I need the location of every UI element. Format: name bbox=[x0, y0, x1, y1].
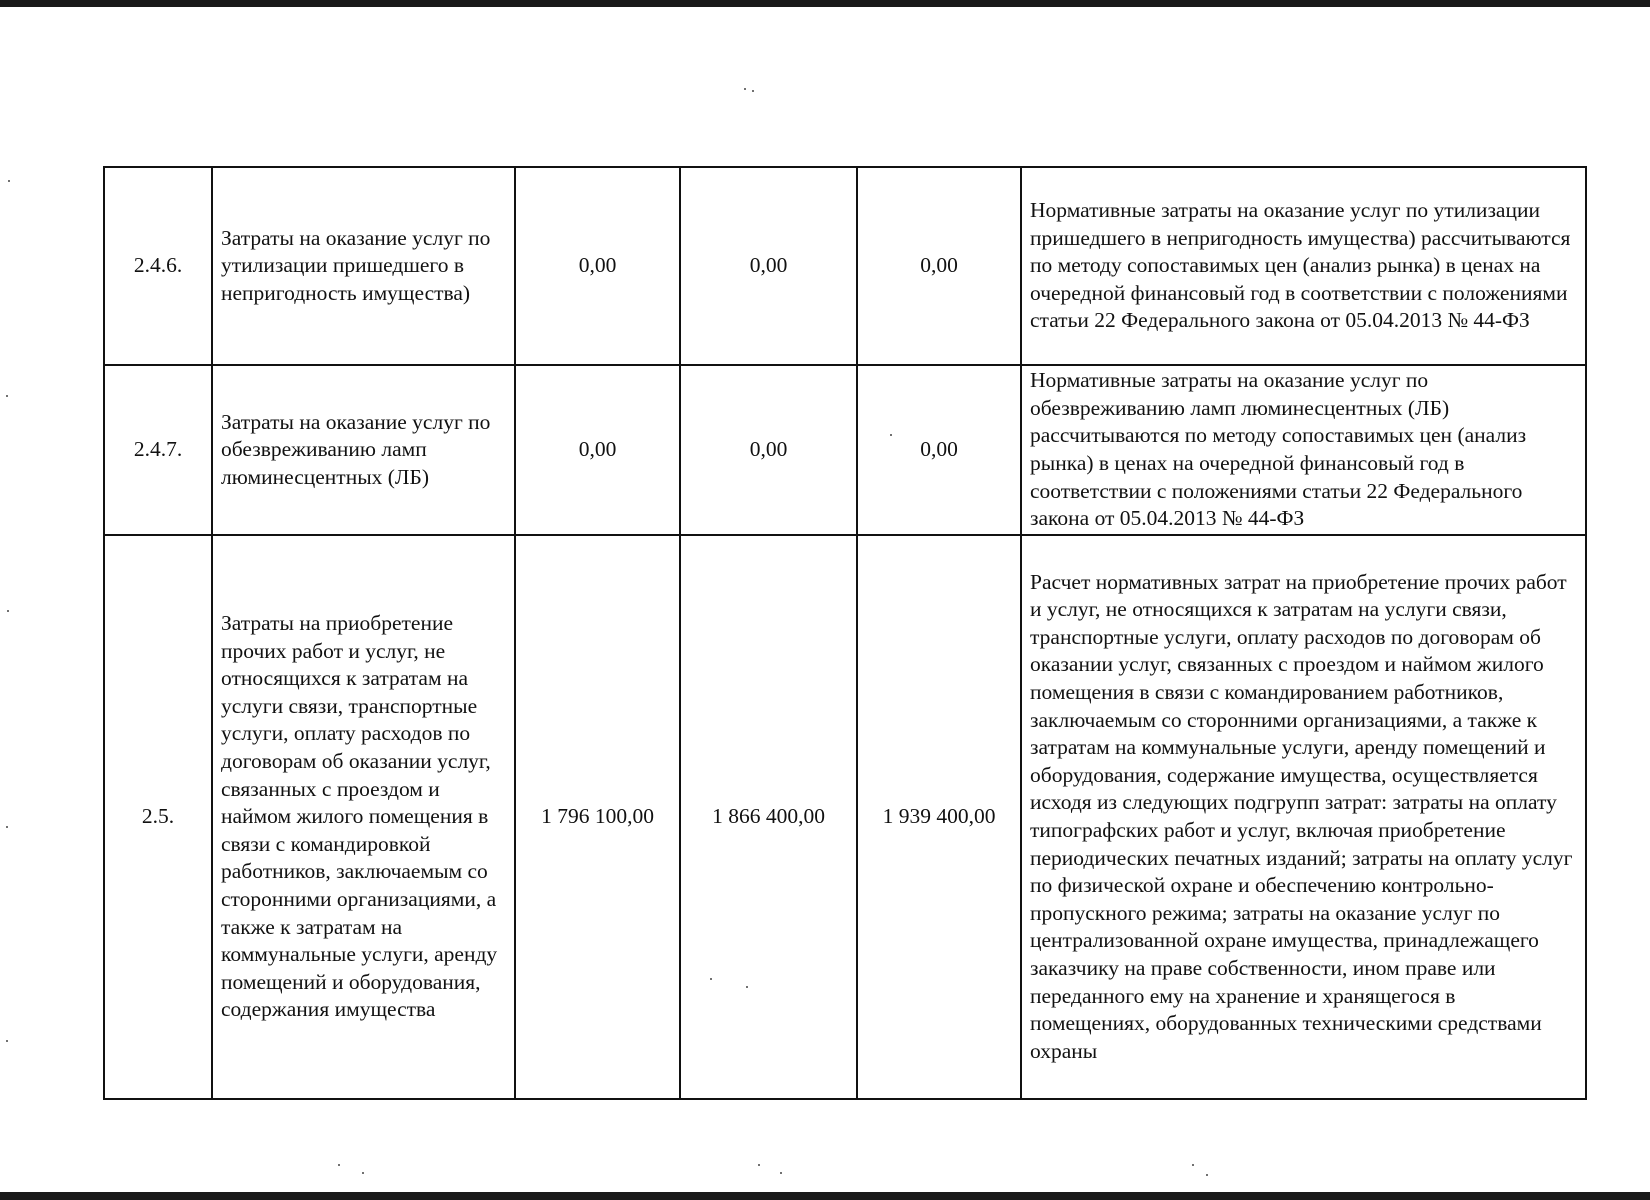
row-number: 2.5. bbox=[104, 535, 212, 1099]
scan-speck bbox=[338, 1164, 340, 1166]
amount-year-2: 0,00 bbox=[680, 365, 857, 535]
scan-speck bbox=[744, 88, 746, 90]
scan-speck bbox=[8, 180, 10, 182]
row-number: 2.4.7. bbox=[104, 365, 212, 535]
scan-speck bbox=[6, 826, 8, 828]
scan-speck bbox=[6, 395, 8, 397]
amount-year-1: 0,00 bbox=[515, 167, 680, 365]
scan-edge-bottom bbox=[0, 1192, 1650, 1200]
table-row bbox=[104, 167, 1586, 365]
cost-norms-table bbox=[103, 166, 1587, 1100]
amount-year-1: 0,00 bbox=[515, 365, 680, 535]
amount-year-3: 1 939 400,00 bbox=[857, 535, 1021, 1099]
scan-speck bbox=[6, 1040, 8, 1042]
amount-year-3: 0,00 bbox=[857, 365, 1021, 535]
scan-speck bbox=[362, 1172, 364, 1174]
amount-year-2: 1 866 400,00 bbox=[680, 535, 857, 1099]
scan-speck bbox=[758, 1164, 760, 1166]
cost-item-name: Затраты на оказание услуг по утилизации пришедшего в непригодность имущества) bbox=[212, 167, 515, 365]
table-row bbox=[104, 365, 1586, 535]
amount-year-2: 0,00 bbox=[680, 167, 857, 365]
amount-year-3: 0,00 bbox=[857, 167, 1021, 365]
calculation-description: Нормативные затраты на оказание услуг по утилизации пришедшего в непригодность имущества) рассчитываются по методу сопоставимых цен (анализ рынка) в ценах на очередной финансовый год в соответствии с положениями статьи 22 Федерального закона от 05.04.2013 № 44-ФЗ bbox=[1021, 167, 1586, 365]
scan-speck bbox=[1206, 1174, 1208, 1176]
cost-item-name: Затраты на оказание услуг по обезвреживанию ламп люминесцентных (ЛБ) bbox=[212, 365, 515, 535]
amount-year-1: 1 796 100,00 bbox=[515, 535, 680, 1099]
cost-item-name: Затраты на приобретение прочих работ и услуг, не относящихся к затратам на услуги связи, транспортные услуги, оплату расходов по договорам об оказании услуг, связанных с проездом и наймом жилого помещения в связи с командировкой работников, заключаемым со сторонними организациями, а также к затратам на коммунальные услуги, аренду помещений и оборудования, содержания имущества bbox=[212, 535, 515, 1099]
row-number: 2.4.6. bbox=[104, 167, 212, 365]
scan-edge-top bbox=[0, 0, 1650, 7]
scan-speck bbox=[7, 610, 9, 612]
scan-speck bbox=[780, 1172, 782, 1174]
table-row bbox=[104, 535, 1586, 1099]
calculation-description: Расчет нормативных затрат на приобретение прочих работ и услуг, не относящихся к затратам на услуги связи, транспортные услуги, оплату расходов по договорам об оказании услуг, связанных с проездом и наймом жилого помещения в связи с командированием работников, заключаемым со сторонними организациями, а также к затратам на коммунальные услуги, аренду помещений и оборудования, содержание имущества, осуществляется исходя из следующих подгрупп затрат: затраты на оплату типографских работ и услуг, включая приобретение периодических печатных изданий; затраты на оплату услуг по физической охране и обеспечению контрольно-пропускного режима; затраты на оказание услуг по централизованной охране имущества, принадлежащего заказчику на праве собственности, ином праве или переданного ему на хранение и хранящегося в помещениях, оборудованных техническими средствами охраны bbox=[1021, 535, 1586, 1099]
scan-speck bbox=[752, 90, 754, 92]
calculation-description: Нормативные затраты на оказание услуг по обезвреживанию ламп люминесцентных (ЛБ) рассчитываются по методу сопоставимых цен (анализ рынка) в ценах на очередной финансовый год в соответствии с положениями статьи 22 Федерального закона от 05.04.2013 № 44-ФЗ bbox=[1021, 365, 1586, 535]
scan-speck bbox=[1192, 1164, 1194, 1166]
